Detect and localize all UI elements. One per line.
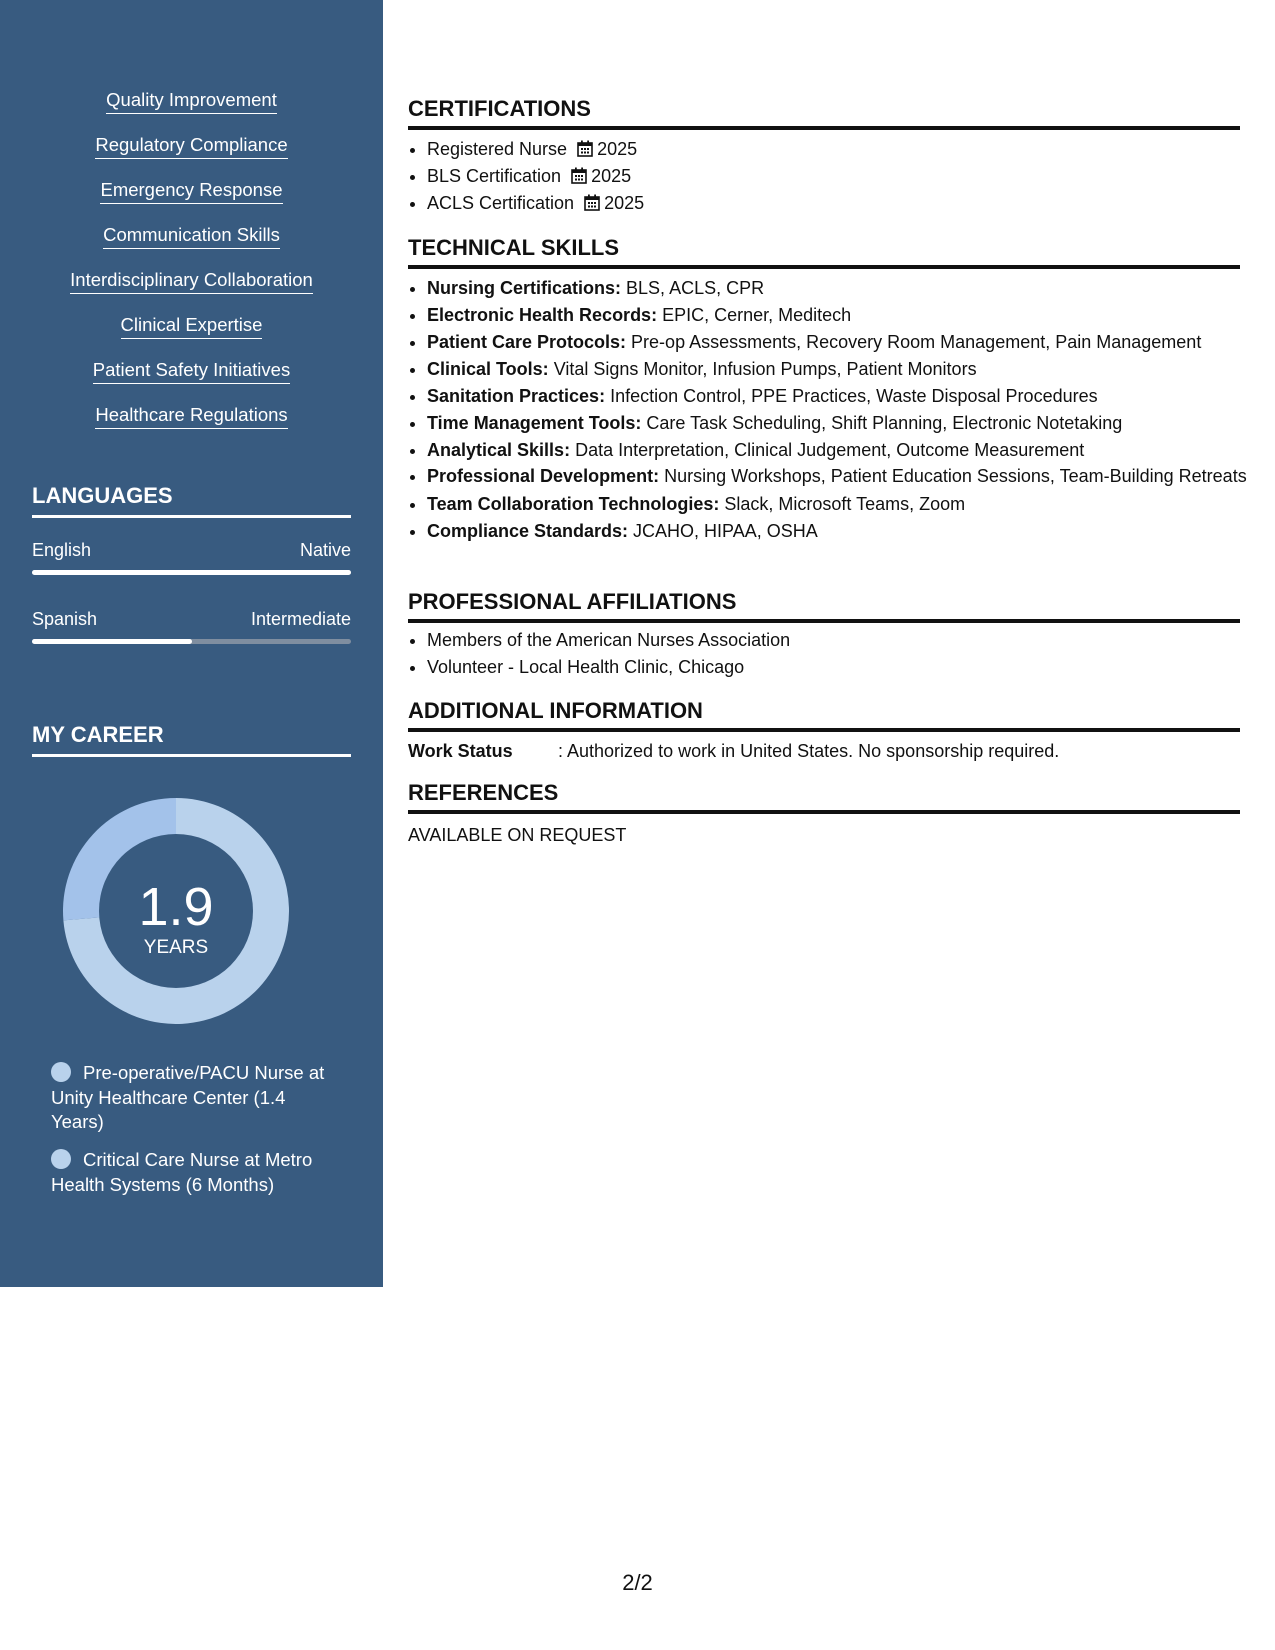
- strength-label: Emergency Response: [100, 179, 282, 204]
- work-status-label: Work Status: [408, 741, 513, 761]
- strength-item: [0, 314, 383, 339]
- strength-item: [0, 359, 383, 384]
- strength-label: Healthcare Regulations: [95, 404, 287, 429]
- career-legend-item: [51, 1148, 341, 1197]
- skill-text: Vital Signs Monitor, Infusion Pumps, Patient Monitors: [548, 359, 977, 379]
- career-heading: MY CAREER: [32, 722, 351, 757]
- strength-label: Quality Improvement: [106, 89, 277, 114]
- skill-item: [427, 437, 1259, 464]
- certification-name: ACLS Certification: [427, 193, 575, 213]
- skill-label: Electronic Health Records:: [427, 305, 658, 325]
- skill-label: Nursing Certifications:: [427, 278, 622, 298]
- skill-item: [427, 329, 1259, 356]
- skill-item: [427, 410, 1259, 437]
- strength-label: Patient Safety Initiatives: [93, 359, 290, 384]
- career-legend-label: Critical Care Nurse at Metro Health Systems (6 Months): [51, 1149, 313, 1195]
- skill-item: [427, 356, 1259, 383]
- career-legend-item: [51, 1061, 341, 1135]
- language-bar: [32, 639, 351, 644]
- language-level: Native: [299, 540, 351, 560]
- strength-label: Communication Skills: [103, 224, 280, 249]
- additional-info-title: ADDITIONAL INFORMATION: [408, 698, 1240, 732]
- skill-text: Pre-op Assessments, Recovery Room Management, Pain Management: [626, 332, 1202, 352]
- career-total-unit: YEARS: [143, 937, 209, 958]
- certifications-list: [408, 136, 1259, 217]
- references-text: AVAILABLE ON REQUEST: [408, 825, 627, 845]
- skill-text: Slack, Microsoft Teams, Zoom: [719, 494, 966, 514]
- certification-year: 2025: [597, 139, 638, 159]
- career-total-value: 1.9: [138, 877, 214, 937]
- strength-label: Clinical Expertise: [121, 314, 263, 339]
- career-donut-chart: [63, 798, 289, 1024]
- work-status-row: [408, 740, 1240, 762]
- skill-label: Professional Development:: [427, 466, 660, 486]
- legend-dot-icon: [51, 1062, 71, 1082]
- career-legend-label: Pre-operative/PACU Nurse at Unity Healthcare Center (1.4 Years): [51, 1062, 325, 1132]
- skill-text: Data Interpretation, Clinical Judgement, Outcome Measurement: [570, 440, 1085, 460]
- strength-item: [0, 224, 383, 249]
- skill-label: Patient Care Protocols:: [427, 332, 627, 352]
- skill-text: Nursing Workshops, Patient Education Sessions, Team-Building Retreats: [659, 466, 1247, 486]
- affiliation-item: • Members of the American Nurses Association: [427, 627, 1259, 654]
- skill-label: Compliance Standards:: [427, 521, 629, 541]
- calendar-icon: [584, 194, 600, 211]
- skill-item: [427, 383, 1259, 410]
- affiliations-title: PROFESSIONAL AFFILIATIONS: [408, 589, 1240, 623]
- skill-label: Clinical Tools:: [427, 359, 549, 379]
- technical-skills-list: [408, 275, 1259, 545]
- strength-item: [0, 134, 383, 159]
- strength-item: [0, 269, 383, 294]
- certification-year: 2025: [604, 193, 645, 213]
- sidebar: [0, 0, 383, 1287]
- strength-item: [0, 89, 383, 114]
- references-title: REFERENCES: [408, 780, 1240, 814]
- skill-item: [427, 275, 1259, 302]
- skill-text: Infection Control, PPE Practices, Waste Disposal Procedures: [605, 386, 1098, 406]
- certification-item: [427, 136, 1259, 163]
- legend-dot-icon: [51, 1149, 71, 1169]
- certification-item: [427, 163, 1259, 190]
- skill-item: [427, 464, 1259, 488]
- language-bar-fill: [32, 570, 351, 575]
- strength-label: Regulatory Compliance: [95, 134, 287, 159]
- language-bar: [32, 570, 351, 575]
- certifications-title: CERTIFICATIONS: [408, 96, 1240, 130]
- skill-text: BLS, ACLS, CPR: [621, 278, 765, 298]
- skill-item: [427, 302, 1259, 329]
- skill-item: [427, 491, 1259, 518]
- language-bar-fill: [32, 639, 192, 644]
- strength-label: Interdisciplinary Collaboration: [70, 269, 313, 294]
- skill-text: Care Task Scheduling, Shift Planning, Electronic Notetaking: [641, 413, 1123, 433]
- certification-name: BLS Certification: [427, 166, 562, 186]
- skill-label: Time Management Tools:: [427, 413, 642, 433]
- skill-text: JCAHO, HIPAA, OSHA: [628, 521, 818, 541]
- page-number: 2/2: [622, 1570, 653, 1595]
- languages-heading: LANGUAGES: [32, 483, 351, 518]
- technical-skills-title: TECHNICAL SKILLS: [408, 235, 1240, 269]
- strength-item: [0, 404, 383, 429]
- affiliation-item: • Volunteer - Local Health Clinic, Chicago: [427, 654, 1259, 681]
- skill-label: Analytical Skills:: [427, 440, 571, 460]
- certification-name: Registered Nurse: [427, 139, 568, 159]
- language-level: Intermediate: [250, 609, 351, 629]
- language-name: English: [32, 540, 92, 560]
- work-status-value: : Authorized to work in United States. No sponsorship required.: [558, 741, 1060, 761]
- skill-label: Team Collaboration Technologies:: [427, 494, 720, 514]
- skill-item: [427, 518, 1259, 545]
- certification-year: 2025: [591, 166, 632, 186]
- calendar-icon: [571, 167, 587, 184]
- strength-item: [0, 179, 383, 204]
- calendar-icon: [577, 140, 593, 157]
- language-name: Spanish: [32, 609, 98, 629]
- skill-text: EPIC, Cerner, Meditech: [657, 305, 852, 325]
- skill-label: Sanitation Practices:: [427, 386, 606, 406]
- affiliations-list: [408, 627, 1259, 681]
- certification-item: [427, 190, 1259, 217]
